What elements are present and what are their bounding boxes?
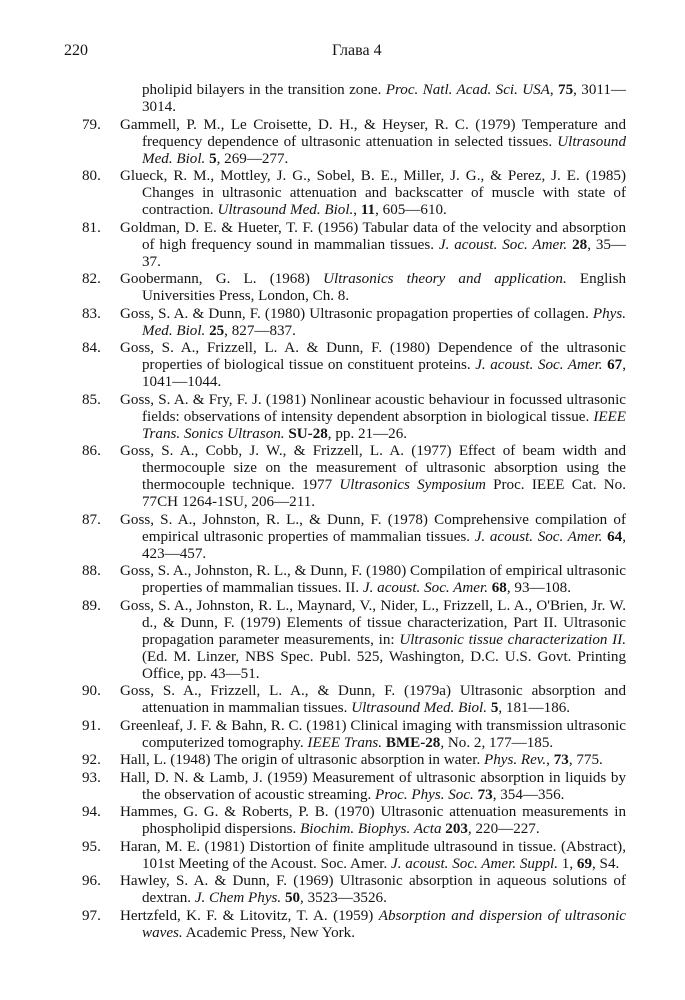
reference-volume: 203 — [445, 821, 468, 837]
running-head: Глава 4 — [332, 42, 382, 59]
reference-segment: , — [549, 82, 559, 98]
reference-segment: , — [353, 202, 361, 218]
reference-segment: English Universities Press, London, Ch. 8. — [142, 271, 626, 304]
reference-number: 80. — [82, 168, 101, 184]
reference-item — [64, 839, 626, 873]
reference-segment: , 354—356. — [492, 786, 565, 803]
reference-volume: 73 — [553, 752, 569, 768]
reference-segment: , pp. 21—26. — [327, 425, 408, 442]
reference-text — [120, 340, 626, 391]
reference-text — [120, 168, 626, 219]
reference-segment: Hall, L. (1948) The origin of ultrasonic absorption in water. — [120, 752, 484, 768]
reference-segment: , 775. — [568, 752, 603, 768]
reference-segment: , — [546, 752, 554, 768]
reference-segment: , 423—457. — [142, 528, 626, 562]
reference-segment: Goss, S. A., Cobb, J. W., & Frizzell, L. A. (1977) Effect of beam width and thermocouple size on the measurement of ultrasonic absorption using the thermocouple technique. 1977 — [120, 443, 626, 493]
reference-number: 81. — [82, 219, 101, 236]
reference-title: Ultrasound Med. Biol. — [217, 202, 354, 218]
reference-number: 79. — [82, 116, 101, 133]
reference-title: J. acoust. Soc. Amer. — [362, 580, 488, 596]
reference-segment: (Ed. M. Linzer, NBS Spec. Publ. 525, Washington, D.C. U.S. Govt. Printing Office, pp. 43—51. — [142, 648, 626, 682]
reference-segment: , 35—37. — [142, 236, 627, 270]
reference-item — [64, 598, 626, 683]
reference-title: J. Chem Phys. — [194, 890, 282, 906]
reference-segment: Academic Press, New York. — [182, 924, 355, 941]
reference-number: 84. — [82, 340, 101, 356]
reference-item — [64, 563, 626, 597]
reference-text — [120, 563, 626, 597]
reference-title: IEEE Trans. — [307, 734, 383, 751]
reference-segment: Hertzfeld, K. F. & Litovitz, T. A. (1959) — [120, 907, 379, 924]
reference-volume: 67 — [607, 357, 623, 373]
reference-segment: Hammes, G. G. & Roberts, P. B. (1970) Ultrasonic attenuation measurements in phospholipid dispersions. — [120, 804, 626, 837]
reference-segment: , 3011—3014. — [142, 82, 626, 115]
reference-item — [64, 271, 626, 305]
reference-text — [120, 804, 626, 838]
reference-item — [64, 220, 626, 271]
reference-title: Ultrasonics theory and application. — [323, 271, 567, 287]
reference-number: 87. — [82, 511, 101, 528]
reference-number: 85. — [82, 391, 101, 408]
reference-title: IEEE Trans. Sonics Ultrason. — [142, 408, 626, 442]
reference-text — [120, 752, 626, 769]
reference-text — [120, 769, 626, 804]
reference-number: 95. — [82, 838, 101, 855]
reference-number: 93. — [82, 769, 101, 786]
reference-title: Phys. Rev. — [484, 752, 547, 768]
reference-item — [64, 168, 626, 219]
reference-segment: Proc. IEEE Cat. No. 77CH 1264-1SU, 206—211. — [142, 477, 626, 510]
reference-volume: 11 — [360, 202, 376, 218]
reference-segment: , S4. — [592, 855, 620, 872]
reference-volume: 50 — [284, 890, 301, 906]
reference-title: Proc. Natl. Acad. Sci. USA — [385, 82, 550, 98]
reference-text — [120, 683, 626, 717]
reference-volume: 73 — [477, 786, 493, 803]
reference-number: 88. — [82, 563, 101, 579]
reference-list — [64, 82, 626, 942]
reference-number: 86. — [82, 443, 101, 459]
page-header — [64, 42, 630, 64]
reference-number: 96. — [82, 873, 101, 889]
reference-text — [120, 443, 626, 511]
reference-segment: Gammell, P. M., Le Croisette, D. H., & Heyser, R. C. (1979) Temperature and frequency dependence of ultrasonic attenuation in selected tissues. — [120, 116, 626, 150]
reference-title: Phys. Med. Biol. — [142, 305, 626, 339]
reference-volume: BME-28 — [385, 734, 441, 751]
reference-segment: Goss, S. A., Johnston, R. L., & Dunn, F. (1978) Comprehensive compilation of empirical ultrasonic properties of mammalian tissues. — [120, 511, 626, 545]
reference-item — [64, 117, 626, 168]
reference-title: J. acoust. Soc. Amer. — [475, 357, 603, 373]
reference-segment: , 3523—3526. — [300, 890, 387, 906]
reference-text — [120, 116, 626, 168]
reference-segment: pholipid bilayers in the transition zone. — [142, 82, 386, 98]
reference-item — [64, 718, 626, 752]
reference-item — [64, 908, 626, 942]
reference-volume: 64 — [607, 528, 623, 545]
reference-segment: Goss, S. A., Johnston, R. L., & Dunn, F. (1980) Compilation of empirical ultrasonic properties of mammalian tissues. II. — [120, 563, 626, 596]
reference-segment: , 181—186. — [498, 700, 571, 716]
reference-number: 94. — [82, 804, 101, 820]
reference-segment: , 93—108. — [506, 580, 571, 596]
reference-segment: , 269—277. — [216, 150, 289, 167]
reference-item — [64, 340, 626, 391]
reference-item — [64, 683, 626, 717]
reference-number: 89. — [82, 597, 101, 614]
reference-segment: Glueck, R. M., Mottley, J. G., Sobel, B. E., Miller, J. G., & Perez, J. E. (1985) Changes in ultrasonic attenuation and backscatter of muscle with state of contraction. — [120, 168, 626, 218]
reference-number: 90. — [82, 683, 101, 699]
reference-number: 83. — [82, 305, 101, 322]
reference-volume: SU-28 — [288, 425, 328, 442]
reference-volume: 75 — [558, 82, 574, 98]
reference-item — [64, 752, 626, 769]
reference-title: Ultrasonic tissue characterization II. — [399, 631, 626, 648]
reference-segment: , 827—837. — [224, 322, 296, 339]
reference-item — [64, 512, 626, 563]
reference-item — [64, 82, 626, 116]
reference-number: 92. — [82, 752, 101, 768]
reference-title: Proc. Phys. Soc. — [375, 786, 474, 803]
reference-volume: 25 — [209, 322, 225, 339]
reference-segment: Goldman, D. E. & Hueter, T. F. (1956) Tabular data of the velocity and absorption of high frequency sound in mammalian tissues. — [120, 219, 626, 253]
reference-item — [64, 873, 626, 907]
reference-segment: Goss, S. A., Johnston, R. L., Maynard, V., Nider, L., Frizzell, L. A., O'Brien, Jr. W. d., & Dunn, F. (1979) Elements of tissue characterization, Part II. Ultrasonic propagation parameter measurements, in: — [120, 597, 626, 648]
reference-volume: 5 — [490, 700, 499, 716]
reference-item — [64, 306, 626, 340]
reference-text — [120, 305, 626, 340]
reference-segment: 1, — [558, 855, 577, 872]
reference-title: Biochim. Biophys. Acta — [300, 821, 442, 837]
page-number: 220 — [64, 42, 88, 59]
reference-text — [120, 271, 626, 305]
reference-text — [120, 219, 627, 271]
reference-segment: , 1041—1044. — [142, 357, 626, 390]
reference-segment: Hawley, S. A. & Dunn, F. (1969) Ultrasonic absorption in aqueous solutions of dextran. — [120, 873, 626, 906]
reference-title: Ultrasound Med. Biol. — [351, 700, 488, 716]
reference-segment: Haran, M. E. (1981) Distortion of finite amplitude ultrasound in tissue. (Abstract), 101st Meeting of the Acoust. Soc. Amer. — [120, 838, 626, 872]
reference-item — [64, 770, 626, 804]
reference-text — [120, 391, 626, 443]
reference-title: Ultrasound Med. Biol. — [142, 133, 626, 167]
reference-title: J. acoust. Soc. Amer. — [438, 236, 568, 253]
reference-text — [120, 838, 626, 873]
reference-number: 91. — [82, 717, 101, 734]
reference-text — [120, 717, 626, 752]
reference-text — [120, 511, 626, 563]
reference-title: Absorption and dispersion of ultrasonic waves. — [142, 907, 626, 941]
reference-segment: , 220—227. — [467, 821, 540, 837]
reference-number: 97. — [82, 907, 101, 924]
reference-item — [64, 392, 626, 443]
reference-title: Ultrasonics Symposium — [339, 477, 486, 493]
reference-item — [64, 443, 626, 511]
reference-text — [120, 597, 626, 683]
reference-title: J. acoust. Soc. Amer. — [474, 528, 603, 545]
reference-item — [64, 804, 626, 838]
reference-volume: 69 — [576, 855, 592, 872]
reference-title: J. acoust. Soc. Amer. Suppl. — [391, 855, 559, 872]
reference-segment: Goss, S. A. & Fry, F. J. (1981) Nonlinear acoustic behaviour in focussed ultrasonic fields: observations of intensity dependent absorption in biological tissue. — [120, 391, 626, 425]
reference-segment: , No. 2, 177—185. — [440, 734, 554, 751]
reference-volume: 68 — [491, 580, 507, 596]
reference-segment: Hall, D. N. & Lamb, J. (1959) Measurement of ultrasonic absorption in liquids by the observation of acoustic streaming. — [120, 769, 626, 803]
reference-segment: , 605—610. — [375, 202, 447, 218]
reference-volume: 5 — [209, 150, 217, 167]
reference-segment: Goss, S. A. & Dunn, F. (1980) Ultrasonic propagation properties of collagen. — [120, 305, 593, 322]
reference-number: 82. — [82, 271, 101, 287]
reference-text — [120, 873, 626, 907]
reference-segment: Goss, S. A., Frizzell, L. A., & Dunn, F. (1979a) Ultrasonic absorption and attenuation in mammalian tissues. — [120, 683, 626, 716]
reference-text — [142, 82, 626, 116]
reference-volume: 28 — [572, 236, 588, 253]
reference-segment: Greenleaf, J. F. & Bahn, R. C. (1981) Clinical imaging with transmission ultrasonic computerized tomography. — [120, 717, 626, 751]
reference-text — [120, 907, 626, 942]
reference-segment: Goss, S. A., Frizzell, L. A. & Dunn, F. (1980) Dependence of the ultrasonic properties of biological tissue on constituent proteins. — [120, 340, 626, 373]
reference-segment: Goobermann, G. L. (1968) — [120, 271, 324, 287]
